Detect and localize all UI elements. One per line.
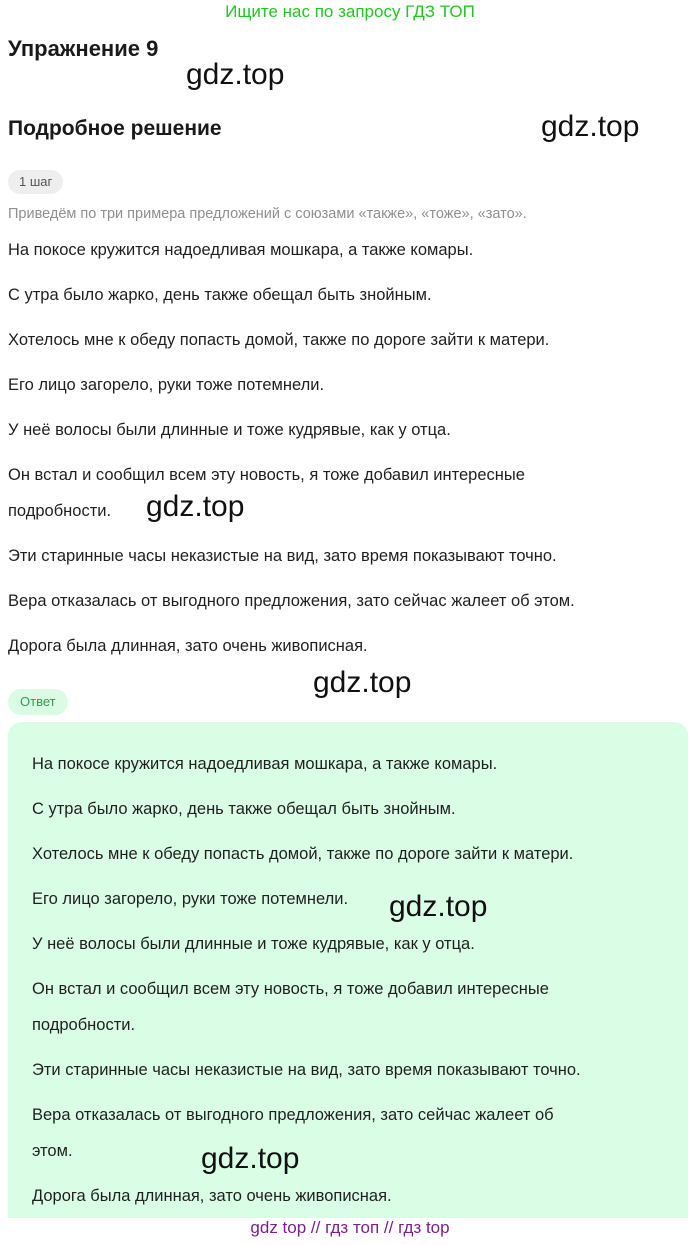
answer-line: У неё волосы были длинные и тоже кудрявые, как у отца. — [32, 935, 475, 953]
solution-line: Он встал и сообщил всем эту новость, я тоже добавил интересные — [8, 466, 525, 484]
answer-line: Вера отказалась от выгодного предложения, зато сейчас жалеет об — [32, 1106, 554, 1124]
solution-line: подробности. — [8, 502, 112, 520]
answer-line: С утра было жарко, день также обещал быть знойным. — [32, 800, 456, 818]
solution-line: Хотелось мне к обеду попасть домой, также по дороге зайти к матери. — [8, 331, 550, 349]
answer-line: На покосе кружится надоедливая мошкара, а также комары. — [32, 755, 498, 773]
solution-line: Его лицо загорело, руки тоже потемнели. — [8, 376, 325, 394]
solution-line: Вера отказалась от выгодного предложения, зато сейчас жалеет об этом. — [8, 592, 575, 610]
solution-line: У неё волосы были длинные и тоже кудрявые, как у отца. — [8, 421, 451, 439]
solution-line: На покосе кружится надоедливая мошкара, а также комары. — [8, 241, 474, 259]
solution-line: С утра было жарко, день также обещал быть знойным. — [8, 286, 432, 304]
answer-box — [8, 722, 688, 1218]
answer-badge: Ответ — [8, 689, 68, 715]
answer-line: Его лицо загорело, руки тоже потемнели. — [32, 890, 349, 908]
watermark: gdz.top — [146, 490, 245, 523]
watermark: gdz.top — [389, 890, 488, 923]
answer-line: этом. — [32, 1142, 73, 1160]
answer-line: Хотелось мне к обеду попасть домой, также по дороге зайти к матери. — [32, 845, 574, 863]
watermark: gdz.top — [186, 58, 285, 91]
step-badge: 1 шаг — [8, 170, 63, 194]
answer-line: Дорога была длинная, зато очень живописная. — [32, 1187, 392, 1205]
footer-links: gdz top // гдз топ // гдз top — [250, 1218, 450, 1237]
answer-line: подробности. — [32, 1016, 136, 1034]
watermark: gdz.top — [313, 666, 412, 699]
watermark: gdz.top — [201, 1142, 300, 1175]
exercise-title: Упражнение 9 — [8, 36, 159, 61]
intro-text: Приведём по три примера предложений с союзами «также», «тоже», «зато». — [8, 206, 527, 222]
answer-line: Эти старинные часы неказистые на вид, зато время показывают точно. — [32, 1061, 581, 1079]
section-title: Подробное решение — [8, 117, 222, 140]
top-banner: Ищите нас по запросу ГДЗ ТОП — [225, 2, 475, 21]
solution-line: Эти старинные часы неказистые на вид, зато время показывают точно. — [8, 547, 557, 565]
solution-line: Дорога была длинная, зато очень живописная. — [8, 637, 368, 655]
watermark: gdz.top — [541, 110, 640, 143]
answer-line: Он встал и сообщил всем эту новость, я тоже добавил интересные — [32, 980, 549, 998]
